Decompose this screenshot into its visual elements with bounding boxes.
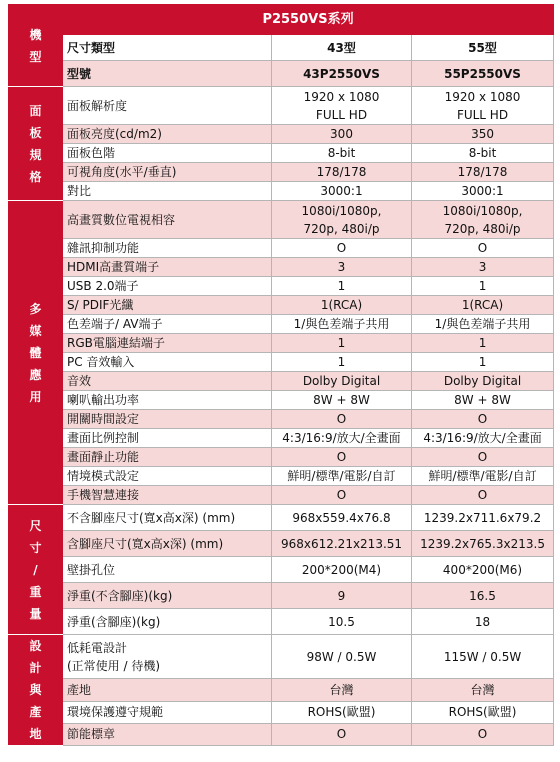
value-55-line: 16.5 (469, 588, 496, 603)
value-43 (272, 723, 412, 745)
spec-label (63, 635, 272, 679)
value-55 (412, 701, 554, 723)
value-43-line: 1920 x 1080 (303, 89, 380, 104)
value-55 (412, 296, 554, 315)
spec-row (9, 372, 554, 391)
value-43-line: 300 (330, 127, 353, 141)
spec-label: 開關時間設定 (63, 410, 272, 429)
spec-row (9, 701, 554, 723)
series-row (9, 5, 554, 35)
spec-row (9, 353, 554, 372)
value-55-line: 1080i/1080p, (442, 203, 523, 218)
size-55-header: 55型 (412, 35, 554, 61)
value-43-line: 10.5 (328, 614, 355, 629)
spec-label: S/ PDIF光纖 (63, 296, 272, 315)
category-panel-text: 面 板 規 格 (29, 103, 42, 184)
category-design (9, 635, 63, 746)
value-55-line: 115W / 0.5W (443, 649, 522, 664)
value-55 (412, 505, 554, 531)
spec-row (9, 583, 554, 609)
value-43-line: O (336, 450, 347, 464)
value-43-line: 台灣 (329, 682, 354, 697)
value-43-line: 1080i/1080p, (301, 203, 382, 218)
spec-row (9, 448, 554, 467)
spec-row (9, 391, 554, 410)
value-43-line: ROHS(歐盟) (307, 705, 376, 720)
value-43-line: 200*200(M4) (301, 562, 382, 577)
value-43 (272, 391, 412, 410)
spec-label: 畫面靜止功能 (63, 448, 272, 467)
value-43-line: O (336, 488, 347, 502)
category-size-weight-text: 尺 寸 / 重 量 (29, 518, 42, 621)
spec-row (9, 87, 554, 125)
value-55 (412, 144, 554, 163)
value-43-line: 720p, 480i/p (303, 221, 380, 236)
value-43-line: 3000:1 (320, 184, 363, 198)
spec-label (63, 679, 272, 701)
spec-label: 壁掛孔位 (63, 557, 272, 583)
value-43 (272, 701, 412, 723)
value-55-line: 178/178 (457, 165, 508, 179)
spec-label-line: 節能標章 (67, 727, 116, 742)
value-55-line: Dolby Digital (443, 374, 522, 388)
value-55 (412, 531, 554, 557)
spec-label (63, 723, 272, 745)
value-55 (412, 583, 554, 609)
value-55 (412, 429, 554, 448)
value-55-line: ROHS(歐盟) (448, 705, 517, 720)
spec-row (9, 201, 554, 239)
spec-row (9, 277, 554, 296)
value-55 (412, 258, 554, 277)
spec-label: HDMI高畫質端子 (63, 258, 272, 277)
value-43-line: O (336, 412, 347, 426)
value-43 (272, 410, 412, 429)
value-43-line: FULL HD (315, 107, 368, 122)
spec-label: 對比 (63, 182, 272, 201)
spec-row (9, 486, 554, 505)
value-55-line: 8W + 8W (454, 393, 511, 407)
value-43 (272, 353, 412, 372)
value-55 (412, 87, 554, 125)
spec-label-line: (正常使用 / 待機) (67, 658, 161, 673)
spec-row (9, 410, 554, 429)
value-55-line: 350 (471, 127, 494, 141)
spec-label: 畫面比例控制 (63, 429, 272, 448)
value-43 (272, 583, 412, 609)
value-55 (412, 125, 554, 144)
value-43 (272, 448, 412, 467)
value-55-line: O (477, 241, 488, 255)
spec-row (9, 467, 554, 486)
spec-label: 淨重(不含腳座)(kg) (63, 583, 272, 609)
value-55 (412, 391, 554, 410)
value-43 (272, 201, 412, 239)
series-title: P2550VS系列 (63, 5, 554, 35)
category-panel (9, 87, 63, 201)
spec-row (9, 144, 554, 163)
spec-row (9, 163, 554, 182)
model-43: 43P2550VS (272, 61, 412, 87)
value-55 (412, 635, 554, 679)
value-43 (272, 315, 412, 334)
value-43-line: 1 (337, 279, 346, 293)
value-55 (412, 410, 554, 429)
value-55 (412, 201, 554, 239)
spec-row (9, 557, 554, 583)
value-55-line: 台灣 (470, 682, 495, 697)
value-43-line: 8-bit (327, 146, 356, 160)
spec-label: 面板解析度 (63, 87, 272, 125)
value-43-line: 968x559.4x76.8 (292, 510, 391, 525)
value-43-line: 3 (337, 260, 346, 274)
value-43 (272, 679, 412, 701)
spec-table (8, 4, 554, 746)
spec-label: 不含腳座尺寸(寬x高x深) (mm) (63, 505, 272, 531)
value-55-line: O (477, 727, 488, 742)
spec-row (9, 635, 554, 679)
value-43 (272, 144, 412, 163)
value-55-line: 400*200(M6) (442, 562, 523, 577)
value-55-line: 1920 x 1080 (444, 89, 521, 104)
value-55 (412, 277, 554, 296)
value-43-line: 1 (337, 355, 346, 369)
value-43 (272, 125, 412, 144)
value-43 (272, 334, 412, 353)
value-43-line: 鮮明/標準/電影/自訂 (287, 469, 396, 483)
spec-label: 高畫質數位電視相容 (63, 201, 272, 239)
value-55-line: FULL HD (456, 107, 509, 122)
value-43 (272, 486, 412, 505)
value-43-line: 8W + 8W (313, 393, 370, 407)
category-multimedia-text: 多 媒 體 應 用 (29, 301, 42, 404)
spec-row (9, 531, 554, 557)
spec-label: 雜訊抑制功能 (63, 239, 272, 258)
spec-label: 含腳座尺寸(寬x高x深) (mm) (63, 531, 272, 557)
spec-row (9, 609, 554, 635)
value-55-line: 3000:1 (461, 184, 504, 198)
value-55 (412, 315, 554, 334)
value-55-line: 4:3/16:9/放大/全畫面 (423, 431, 542, 445)
value-43-line: 178/178 (316, 165, 367, 179)
value-55 (412, 448, 554, 467)
value-55 (412, 239, 554, 258)
spec-label: RGB電腦連結端子 (63, 334, 272, 353)
model-55: 55P2550VS (412, 61, 554, 87)
value-43-line: O (336, 727, 347, 742)
value-43-line: 98W / 0.5W (306, 649, 377, 664)
spec-label: 面板亮度(cd/m2) (63, 125, 272, 144)
spec-row (9, 334, 554, 353)
value-43 (272, 505, 412, 531)
spec-label: 音效 (63, 372, 272, 391)
value-55 (412, 334, 554, 353)
value-55-line: 1 (478, 336, 487, 350)
category-model (9, 5, 63, 87)
model-label: 型號 (63, 61, 272, 87)
value-43 (272, 277, 412, 296)
value-55-line: 8-bit (468, 146, 497, 160)
value-55 (412, 486, 554, 505)
value-55-line: 1239.2x711.6x79.2 (423, 510, 542, 525)
value-55 (412, 679, 554, 701)
value-55-line: 720p, 480i/p (444, 221, 521, 236)
spec-label: 喇叭輸出功率 (63, 391, 272, 410)
spec-row (9, 315, 554, 334)
spec-row (9, 125, 554, 144)
value-55 (412, 163, 554, 182)
value-55-line: 1239.2x765.3x213.5 (420, 536, 545, 551)
category-model-text: 機 型 (29, 27, 42, 64)
value-55-line: 1/與色差端子共用 (434, 317, 531, 331)
value-55 (412, 353, 554, 372)
value-43-line: 968x612.21x213.51 (280, 536, 403, 551)
value-43 (272, 163, 412, 182)
spec-label-line: 低耗電設計 (67, 640, 128, 655)
spec-label-line: 產地 (67, 682, 92, 697)
category-multimedia (9, 201, 63, 505)
spec-label-line: 環境保護遵守規範 (67, 705, 164, 720)
size-type-label: 尺寸類型 (63, 35, 272, 61)
value-55-line: 1 (478, 279, 487, 293)
value-55-line: O (477, 450, 488, 464)
spec-label (63, 701, 272, 723)
value-55-line: 18 (474, 614, 491, 629)
value-43 (272, 182, 412, 201)
spec-row (9, 296, 554, 315)
value-43 (272, 467, 412, 486)
value-43 (272, 609, 412, 635)
value-43-line: O (336, 241, 347, 255)
value-43 (272, 239, 412, 258)
spec-label: 手機智慧連接 (63, 486, 272, 505)
spec-row (9, 239, 554, 258)
value-55-line: 1 (478, 355, 487, 369)
category-size-weight (9, 505, 63, 635)
value-43-line: 9 (337, 588, 346, 603)
value-43-line: 1 (337, 336, 346, 350)
spec-row (9, 723, 554, 745)
value-55-line: 3 (478, 260, 487, 274)
spec-label: USB 2.0端子 (63, 277, 272, 296)
value-43 (272, 296, 412, 315)
spec-label: 色差端子/ AV端子 (63, 315, 272, 334)
size-type-row (9, 35, 554, 61)
value-43-line: 1(RCA) (320, 298, 363, 312)
value-43-line: Dolby Digital (302, 374, 381, 388)
value-55 (412, 372, 554, 391)
spec-label: 淨重(含腳座)(kg) (63, 609, 272, 635)
value-55 (412, 609, 554, 635)
value-43 (272, 87, 412, 125)
spec-label: 情境模式設定 (63, 467, 272, 486)
spec-label: 面板色階 (63, 144, 272, 163)
value-55-line: 1(RCA) (461, 298, 504, 312)
value-43-line: 1/與色差端子共用 (293, 317, 390, 331)
value-43-line: 4:3/16:9/放大/全畫面 (282, 431, 401, 445)
spec-row (9, 258, 554, 277)
value-43 (272, 531, 412, 557)
value-55 (412, 467, 554, 486)
value-43 (272, 635, 412, 679)
value-55-line: O (477, 412, 488, 426)
category-design-text: 設 計 與 產 地 (29, 639, 42, 741)
value-43 (272, 372, 412, 391)
value-55 (412, 723, 554, 745)
spec-row (9, 182, 554, 201)
value-55 (412, 557, 554, 583)
model-row (9, 61, 554, 87)
value-43 (272, 429, 412, 448)
spec-row (9, 429, 554, 448)
spec-label: 可視角度(水平/垂直) (63, 163, 272, 182)
value-43 (272, 557, 412, 583)
spec-row (9, 679, 554, 701)
size-43-header: 43型 (272, 35, 412, 61)
value-43 (272, 258, 412, 277)
spec-row (9, 505, 554, 531)
value-55-line: 鮮明/標準/電影/自訂 (428, 469, 537, 483)
spec-label: PC 音效輸入 (63, 353, 272, 372)
value-55-line: O (477, 488, 488, 502)
value-55 (412, 182, 554, 201)
